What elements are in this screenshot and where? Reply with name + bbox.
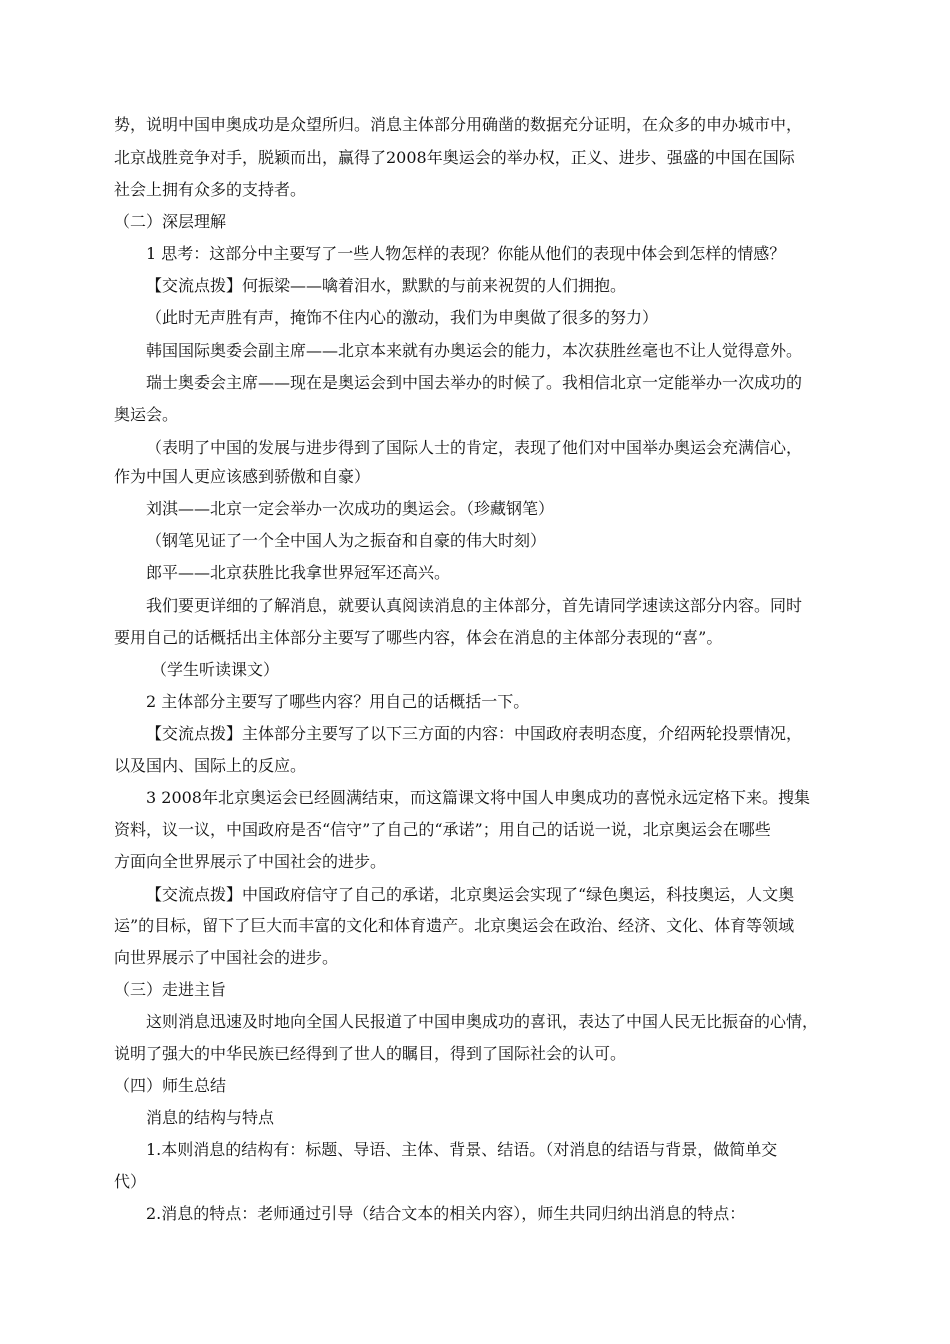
- text-line: （学生听读课文）: [151, 660, 280, 679]
- text-line: 我们要更详细的了解消息，就要认真阅读消息的主体部分，首先请同学速读这部分内容。同时: [146, 596, 803, 615]
- text-line: 势，说明中国申奥成功是众望所归。消息主体部分用确凿的数据充分证明，在众多的申办城市中，: [114, 115, 803, 134]
- text-line: 以及国内、国际上的反应。: [114, 756, 307, 775]
- text-line: 北京战胜竞争对手，脱颖而出，赢得了2008年奥运会的举办权，正义、进步、强盛的中国在国际: [114, 148, 795, 167]
- text-line: 消息的结构与特点: [146, 1108, 275, 1127]
- text-line: （表明了中国的发展与进步得到了国际人士的肯定，表现了他们对中国举办奥运会充满信心，: [146, 438, 803, 457]
- section-heading: （二）深层理解: [114, 212, 227, 231]
- text-line: 【交流点拨】中国政府信守了自己的承诺，北京奥运会实现了“绿色奥运，科技奥运，人文奥: [146, 885, 795, 904]
- text-line: 刘淇——北京一定会举办一次成功的奥运会。（珍藏钢笔）: [146, 499, 555, 518]
- text-line: 说明了强大的中华民族已经得到了世人的瞩目，得到了国际社会的认可。: [114, 1044, 627, 1063]
- section-heading: （三）走进主旨: [114, 980, 227, 999]
- text-line: 资料，议一议，中国政府是否“信守”了自己的“承诺”；用自己的话说一说，北京奥运会在哪些: [114, 820, 771, 839]
- section-heading: （四）师生总结: [114, 1076, 227, 1095]
- text-line: 郎平——北京获胜比我拿世界冠军还高兴。: [146, 563, 451, 582]
- text-line: 方面向全世界展示了中国社会的进步。: [114, 852, 387, 871]
- text-line: 运”的目标，留下了巨大而丰富的文化和体育遗产。北京奥运会在政治、经济、文化、体育等领域: [114, 916, 795, 935]
- text-line: （此时无声胜有声，掩饰不住内心的激动，我们为申奥做了很多的努力）: [146, 308, 659, 327]
- text-line: 瑞士奥委会主席——现在是奥运会到中国去举办的时候了。我相信北京一定能举办一次成功的: [146, 373, 803, 392]
- text-line: （钢笔见证了一个全中国人为之振奋和自豪的伟大时刻）: [146, 531, 547, 550]
- text-line: 3 2008年北京奥运会已经圆满结束，而这篇课文将中国人申奥成功的喜悦永远定格下来。搜集: [146, 788, 810, 807]
- text-line: 作为中国人更应该感到骄傲和自豪）: [114, 467, 371, 486]
- text-line: 2 主体部分主要写了哪些内容？用自己的话概括一下。: [146, 692, 530, 711]
- text-line: 2.消息的特点：老师通过引导（结合文本的相关内容），师生共同归纳出消息的特点：: [146, 1204, 746, 1223]
- text-line: 要用自己的话概括出主体部分主要写了哪些内容，体会在消息的主体部分表现的“喜”。: [114, 628, 723, 647]
- text-line: 1 思考：这部分中主要写了一些人物怎样的表现？你能从他们的表现中体会到怎样的情感？: [146, 244, 786, 263]
- text-line: 代）: [114, 1172, 147, 1191]
- text-line: 向世界展示了中国社会的进步。: [114, 948, 339, 967]
- text-line: 这则消息迅速及时地向全国人民报道了中国申奥成功的喜讯，表达了中国人民无比振奋的心情，: [146, 1012, 819, 1031]
- text-line: 韩国国际奥委会副主席——北京本来就有办奥运会的能力，本次获胜丝毫也不让人觉得意外。: [146, 341, 803, 360]
- text-line: 【交流点拨】何振梁——噙着泪水，默默的与前来祝贺的人们拥抱。: [146, 276, 627, 295]
- text-line: 社会上拥有众多的支持者。: [114, 180, 307, 199]
- text-line: 【交流点拨】主体部分主要写了以下三方面的内容：中国政府表明态度，介绍两轮投票情况，: [146, 724, 803, 743]
- text-line: 1.本则消息的结构有：标题、导语、主体、背景、结语。（对消息的结语与背景，做简单交: [146, 1140, 778, 1159]
- text-line: 奥运会。: [114, 405, 179, 424]
